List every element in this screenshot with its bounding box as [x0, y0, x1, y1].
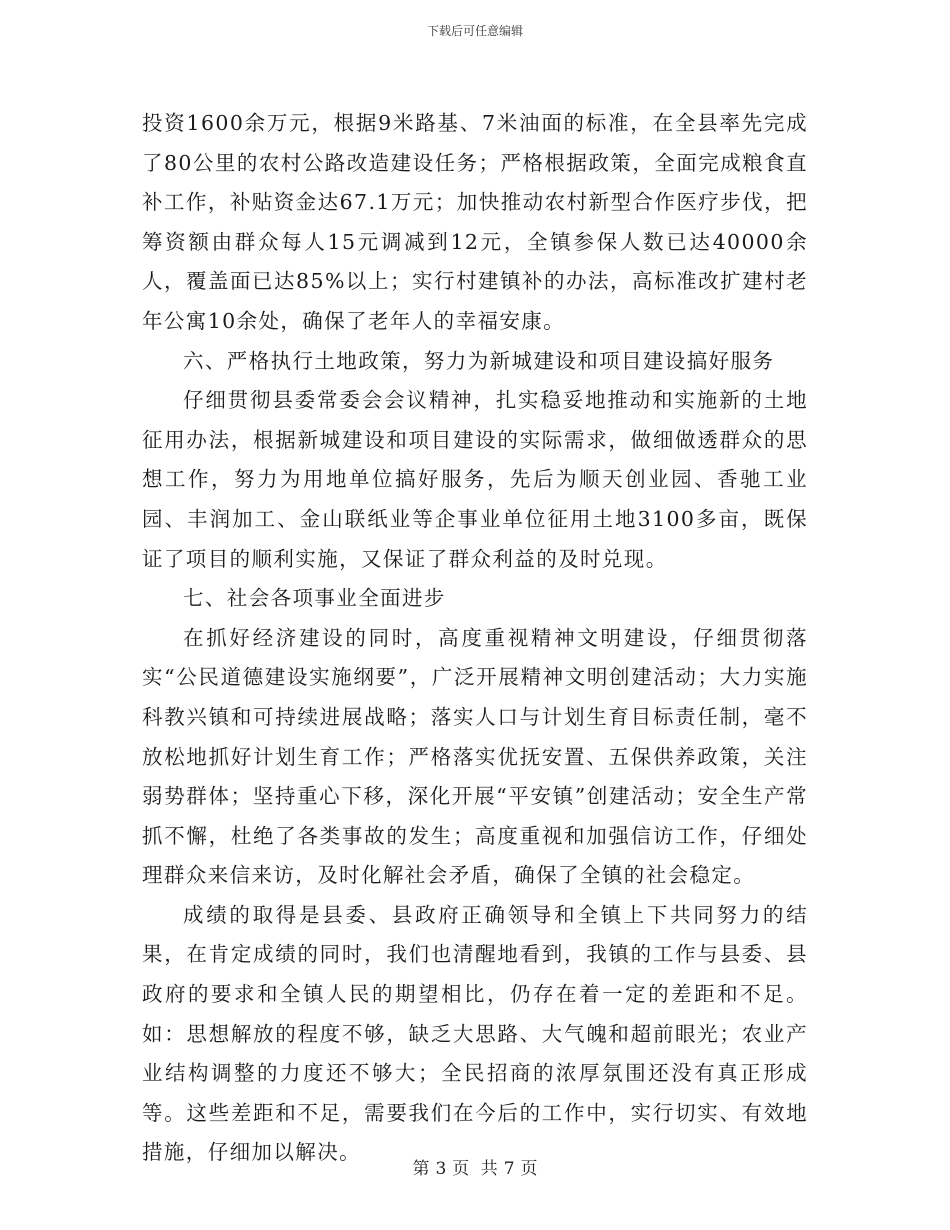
footer-middle: 页 共 — [452, 1159, 498, 1179]
total-page-count: 7 — [503, 1159, 515, 1179]
current-page-number: 3 — [435, 1159, 447, 1179]
section-heading-land-policy: 六、严格执行土地政策，努力为新城建设和项目建设搞好服务 — [183, 348, 775, 373]
header-text: 下载后可任意编辑 — [426, 24, 523, 38]
footer-suffix: 页 — [520, 1159, 538, 1179]
section-heading-social-progress: 七、社会各项事业全面进步 — [183, 586, 446, 611]
page-header — [0, 22, 950, 39]
document-body — [142, 104, 808, 1173]
paragraph-shortcomings: 成绩的取得是县委、县政府正确领导和全镇上下共同努力的结果，在肯定成绩的同时，我们也清醒地看到，我镇的工作与县委、县政府的要求和全镇人民的期望相比，仍存在着一定的差距和不足。如：思想解放的程度不够，缺乏大思路、大气魄和超前眼光；农业产业结构调整的力度还不够大；全民招商的浓厚氛围还没有真正形成等。这些差距和不足，需要我们在今后的工作中，实行切实、有效地措施，仔细加以解决。 — [142, 902, 808, 1165]
paragraph-land-policy: 仔细贯彻县委常委会会议精神，扎实稳妥地推动和实施新的土地征用办法，根据新城建设和项目建设的实际需求，做细做透群众的思想工作，努力为用地单位搞好服务，先后为顺天创业园、香驰工业园、丰润加工、金山联纸业等企事业单位征用土地3100多亩，既保证了项目的顺利实施，又保证了群众利益的及时兑现。 — [142, 388, 808, 571]
page-footer — [0, 1154, 950, 1179]
footer-prefix: 第 — [412, 1159, 430, 1179]
paragraph-investment: 投资1600余万元，根据9米路基、7米油面的标准，在全县率先完成了80公里的农村公路改造建设任务；严格根据政策，全面完成粮食直补工作，补贴资金达67.1万元；加快推动农村新型合作医疗步伐，把筹资额由群众每人15元调减到12元，全镇参保人数已达40000余人，覆盖面已达85%以上；实行村建镇补的办法，高标准改扩建村老年公寓10余处，确保了老年人的幸福安康。 — [142, 111, 808, 333]
paragraph-social-progress: 在抓好经济建设的同时，高度重视精神文明建设，仔细贯彻落实“公民道德建设实施纲要”，广泛开展精神文明创建活动；大力实施科教兴镇和可持续进展战略；落实人口与计划生育目标责任制，毫不放松地抓好计划生育工作；严格落实优抚安置、五保供养政策，关注弱势群体；坚持重心下移，深化开展“平安镇”创建活动；安全生产常抓不懈，杜绝了各类事故的发生；高度重视和加强信访工作，仔细处理群众来信来访，及时化解社会矛盾，确保了全镇的社会稳定。 — [142, 625, 808, 888]
